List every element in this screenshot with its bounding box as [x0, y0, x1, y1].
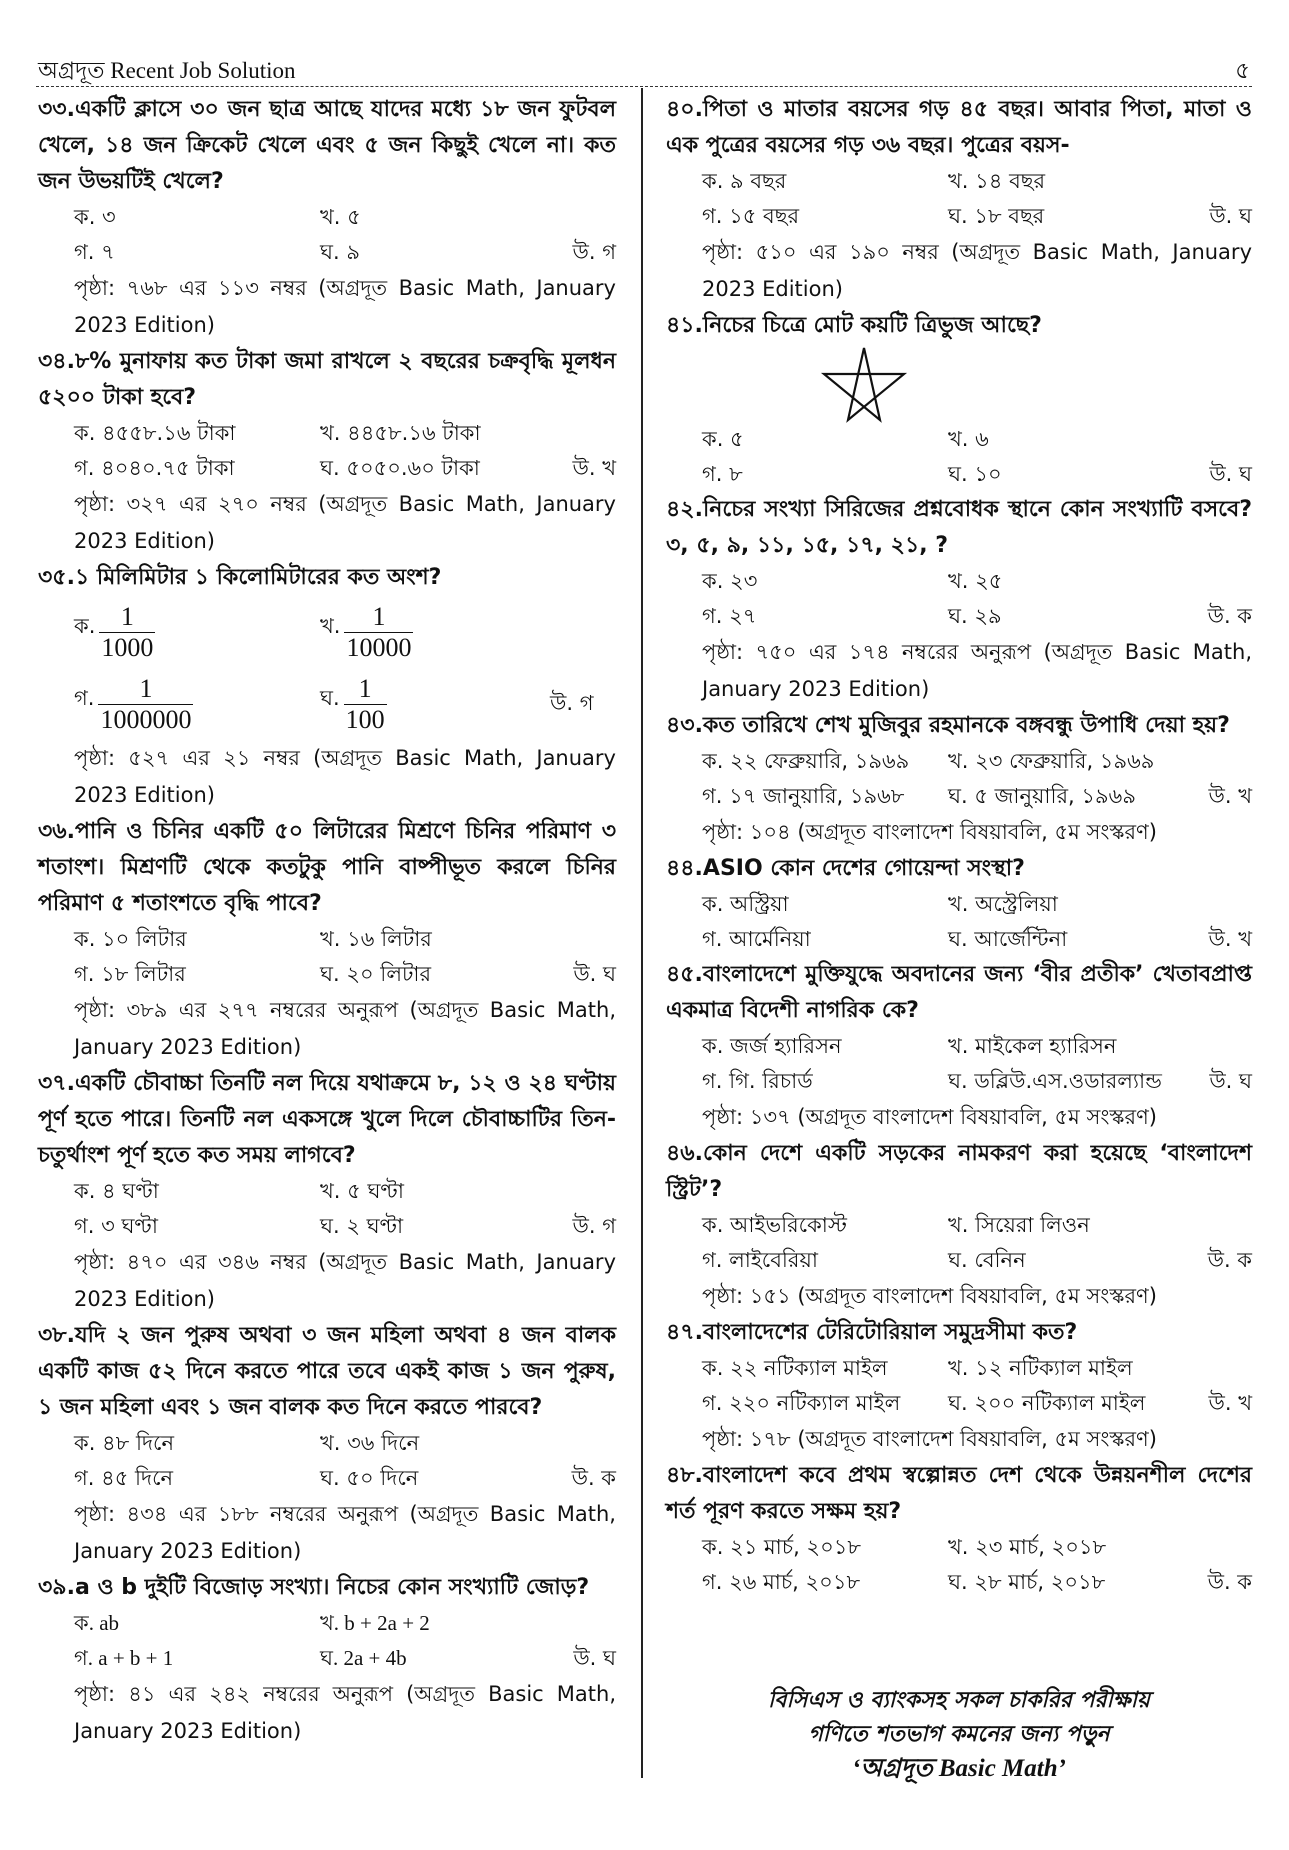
answer-key: উ. ঘ — [1209, 1069, 1252, 1093]
question-text: একটি চৌবাচ্চা তিনটি নল দিয়ে যথাক্রমে ৮, ১২ ও ২৪ ঘণ্টায় পূর্ণ হতে পারে। তিনটি নল একসঙ্গে খুলে দিলে চৌবাচ্চাটির তিন-চতুর্থাংশ পূর্ণ হতে কত সময় লাগবে? — [38, 1071, 616, 1168]
question-text: বাংলাদেশ কবে প্রথম স্বল্পোন্নত দেশ থেকে উন্নয়নশীল দেশের শর্ত পূরণ করতে সক্ষম হয়? — [666, 1463, 1252, 1524]
question-body — [38, 1174, 616, 1318]
fraction-options-row — [74, 668, 616, 740]
option: খ. অস্ট্রেলিয়া — [948, 892, 1058, 916]
question-text: একটি ক্লাসে ৩০ জন ছাত্র আছে যাদের মধ্যে ১৮ জন ফুটবল খেলে, ১৪ জন ক্রিকেট খেলে এবং ৫ জন কিছুই খেলে না। কত জন উভয়টিই খেলে? — [38, 97, 616, 194]
option: ক. অস্ট্রিয়া — [702, 892, 789, 916]
question-body — [666, 1029, 1252, 1136]
numerator: 1 — [120, 601, 134, 631]
question-text: নিচের চিত্রে মোট কয়টি ত্রিভুজ আছে? — [702, 313, 1042, 338]
answer-key: উ. গ — [550, 690, 594, 715]
question-body — [38, 1426, 616, 1570]
question-stem — [666, 492, 1252, 564]
option: খ. ৪৪৫৮.১৬ টাকা — [320, 421, 481, 445]
options-grid — [702, 164, 1252, 234]
option: ক. ৪৮ দিনে — [74, 1431, 174, 1455]
option: খ. ১৪ বছর — [948, 169, 1046, 193]
option: খ. ৩৬ দিনে — [320, 1431, 420, 1455]
option: খ. ১২ নটিক্যাল মাইল — [948, 1356, 1133, 1380]
options-grid — [74, 1606, 616, 1676]
spacer — [1178, 564, 1252, 599]
option: খ. সিয়েরা লিওন — [948, 1213, 1090, 1237]
option: গ. ১৫ বছর — [702, 204, 800, 228]
question-text: ASIO কোন দেশের গোয়েন্দা সংস্থা? — [702, 856, 1025, 881]
option: ঘ. ৫ জানুয়ারি, ১৯৬৯ — [948, 784, 1136, 808]
source-reference: পৃষ্ঠা: ১৭৮ (অগ্রদূত বাংলাদেশ বিষয়াবলি, ৫ম সংস্করণ) — [702, 1427, 1157, 1451]
question-body — [38, 596, 616, 814]
column-divider — [641, 88, 643, 1778]
question-item — [666, 492, 1252, 708]
source-reference: পৃষ্ঠা: ৭৬৮ এর ১১৩ নম্বর (অগ্রদূত Basic Math, January 2023 Edition) — [74, 276, 616, 337]
option — [320, 602, 550, 663]
question-item — [666, 1315, 1252, 1458]
promo-line-3: ‘অগ্রদূত Basic Math’ — [852, 1755, 1066, 1782]
options-grid — [702, 1029, 1252, 1099]
source-reference: পৃষ্ঠা: ১০৪ (অগ্রদূত বাংলাদেশ বিষয়াবলি, ৫ম সংস্করণ) — [702, 820, 1157, 844]
question-stem — [38, 814, 616, 922]
question-item — [38, 560, 616, 814]
question-body — [666, 1208, 1252, 1315]
question-stem — [38, 1570, 616, 1606]
right-column — [666, 92, 1252, 1600]
options-grid — [74, 1426, 616, 1496]
option: খ. b + 2a + 2 — [320, 1611, 430, 1635]
option: ঘ. ২০ লিটার — [320, 962, 432, 986]
spacer — [550, 922, 616, 957]
options-grid — [702, 422, 1252, 492]
question-item — [666, 708, 1252, 851]
question-stem — [666, 308, 1252, 344]
option: গ. ২৭ — [702, 604, 757, 628]
answer-key: উ. ক — [1207, 1570, 1252, 1594]
option-label: ঘ. — [320, 685, 340, 710]
source-reference: পৃষ্ঠা: ৪৭০ এর ৩৪৬ নম্বর (অগ্রদূত Basic Math, January 2023 Edition) — [74, 1250, 616, 1311]
option: গ. ৮ — [702, 462, 743, 486]
fraction — [344, 602, 413, 663]
options-grid — [74, 1174, 616, 1244]
option: গ. ৭ — [74, 240, 115, 264]
question-item — [38, 814, 616, 1066]
question-item — [666, 92, 1252, 308]
question-stem — [666, 1458, 1252, 1530]
question-text: বাংলাদেশে মুক্তিযুদ্ধে অবদানের জন্য ‘বীর প্রতীক’ খেতাবপ্রাপ্ত একমাত্র বিদেশী নাগরিক কে? — [666, 962, 1252, 1023]
question-item — [666, 1458, 1252, 1600]
question-item — [38, 1570, 616, 1750]
question-number: ৩৭. — [38, 1071, 75, 1096]
option: ক. ৪ ঘণ্টা — [74, 1179, 159, 1203]
numerator: 1 — [139, 673, 153, 703]
numerator: 1 — [358, 673, 372, 703]
question-number: ৪০. — [666, 97, 703, 122]
option: ঘ. ১০ — [948, 462, 1002, 486]
question-item — [666, 957, 1252, 1136]
option: ক. আইভরিকোস্ট — [702, 1213, 847, 1237]
question-body — [666, 1530, 1252, 1600]
question-number: ৩৫. — [38, 565, 75, 590]
question-body — [666, 744, 1252, 851]
option: ঘ. 2a + 4b — [320, 1646, 407, 1670]
option: গ. ১৭ জানুয়ারি, ১৯৬৮ — [702, 784, 905, 808]
option: ক. ৪৫৫৮.১৬ টাকা — [74, 421, 236, 445]
option — [320, 674, 550, 735]
question-stem — [38, 92, 616, 200]
question-stem — [38, 1318, 616, 1426]
question-number: ৪৬. — [666, 1141, 703, 1166]
option: গ. ৩ ঘণ্টা — [74, 1214, 158, 1238]
option: খ. ২৩ ফেব্রুয়ারি, ১৯৬৯ — [948, 749, 1155, 773]
option: গ. ১৮ লিটার — [74, 962, 186, 986]
question-body — [666, 344, 1252, 492]
question-text: ১ মিলিমিটার ১ কিলোমিটারের কত অংশ? — [74, 565, 442, 590]
question-item — [38, 344, 616, 560]
question-item — [666, 1136, 1252, 1315]
option: ঘ. আর্জেন্টিনা — [948, 927, 1068, 951]
question-body — [38, 200, 616, 344]
question-stem — [666, 957, 1252, 1029]
question-item — [38, 92, 616, 344]
header-divider — [36, 86, 1252, 87]
options-grid — [702, 1351, 1252, 1421]
source-reference: পৃষ্ঠা: ৫২৭ এর ২১ নম্বর (অগ্রদূত Basic Math, January 2023 Edition) — [74, 746, 616, 807]
question-stem — [666, 92, 1252, 164]
option: ঘ. ২০০ নটিক্যাল মাইল — [948, 1391, 1146, 1415]
option: গ. a + b + 1 — [74, 1646, 174, 1670]
left-column — [38, 92, 616, 1750]
fraction — [344, 674, 387, 735]
option: ঘ. ৫০৫০.৬০ টাকা — [320, 456, 480, 480]
promo-line-2: গণিতে শতভাগ কমনের জন্য পড়ুন — [808, 1722, 1110, 1747]
question-stem — [666, 1136, 1252, 1208]
option: খ. ১৬ লিটার — [320, 927, 432, 951]
question-body — [666, 564, 1252, 708]
spacer — [1178, 1208, 1252, 1243]
option: খ. ২৩ মার্চ, ২০১৮ — [948, 1535, 1107, 1559]
options-grid — [702, 564, 1252, 634]
question-stem — [666, 851, 1252, 887]
fraction-options-row — [74, 596, 616, 668]
option: ঘ. ২ ঘণ্টা — [320, 1214, 404, 1238]
option: ক. ২২ ফেব্রুয়ারি, ১৯৬৯ — [702, 749, 910, 773]
question-stem — [38, 560, 616, 596]
options-grid — [702, 1530, 1252, 1600]
answer-key: উ. ক — [571, 1466, 616, 1490]
answer-key: উ. খ — [1208, 927, 1252, 951]
fraction — [98, 674, 193, 735]
page-number: ৫ — [1235, 58, 1250, 84]
option: গ. লাইবেরিয়া — [702, 1248, 818, 1272]
question-body — [38, 1606, 616, 1750]
question-text: কোন দেশে একটি সড়কের নামকরণ করা হয়েছে ‘বাংলাদেশ স্ট্রিট’? — [666, 1141, 1252, 1202]
option: গ. ২২০ নটিক্যাল মাইল — [702, 1391, 901, 1415]
question-number: ৪১. — [666, 313, 703, 338]
header-title: অগ্রদূত Recent Job Solution — [38, 58, 296, 83]
answer-key: উ. ঘ — [1209, 204, 1252, 228]
option: গ. ২৬ মার্চ, ২০১৮ — [702, 1570, 861, 1594]
answer-key: উ. গ — [572, 240, 616, 264]
option: ক. ৯ বছর — [702, 169, 787, 193]
promo-line-1: বিসিএস ও ব্যাংকসহ সকল চাকরির পরীক্ষায় — [767, 1688, 1151, 1713]
answer-key: উ. খ — [1208, 1391, 1252, 1415]
options-grid — [74, 200, 616, 270]
question-number: ৩৮. — [38, 1323, 75, 1348]
question-stem — [38, 344, 616, 416]
question-number: ৩৬. — [38, 819, 75, 844]
options-grid — [702, 887, 1252, 957]
spacer — [1178, 164, 1252, 199]
denominator: 100 — [345, 704, 385, 734]
question-stem — [38, 1066, 616, 1174]
question-body — [38, 922, 616, 1066]
question-number: ৪৫. — [666, 962, 703, 987]
answer-key: উ. ক — [1207, 604, 1252, 628]
source-reference: পৃষ্ঠা: ৪৩৪ এর ১৮৮ নম্বরের অনুরূপ (অগ্রদূত Basic Math, January 2023 Edition) — [74, 1502, 616, 1563]
denominator: 10000 — [346, 632, 412, 662]
question-number: ৪৩. — [666, 713, 703, 738]
options-grid — [702, 1208, 1252, 1278]
option: ক. ৩ — [74, 205, 116, 229]
spacer — [550, 200, 616, 235]
options-grid — [74, 416, 616, 486]
answer-key: উ. খ — [572, 456, 616, 480]
source-reference: পৃষ্ঠা: ৩২৭ এর ২৭০ নম্বর (অগ্রদূত Basic Math, January 2023 Edition) — [74, 492, 616, 553]
question-number: ৩৩. — [38, 97, 75, 122]
option: ক. ২১ মার্চ, ২০১৮ — [702, 1535, 861, 1559]
denominator: 1000000 — [100, 704, 192, 734]
answer-key: উ. ঘ — [573, 962, 616, 986]
option-label: গ. — [74, 685, 95, 710]
question-body — [38, 416, 616, 560]
option: গ. ৪৫ দিনে — [74, 1466, 174, 1490]
page-header — [38, 52, 1250, 84]
source-reference: পৃষ্ঠা: ১৩৭ (অগ্রদূত বাংলাদেশ বিষয়াবলি, ৫ম সংস্করণ) — [702, 1105, 1157, 1129]
question-number: ৩৯. — [38, 1575, 75, 1600]
question-stem — [666, 708, 1252, 744]
spacer — [1178, 1029, 1252, 1064]
answer-key: উ. গ — [572, 1214, 616, 1238]
option: ক. ab — [74, 1611, 120, 1635]
option: ঘ. বেনিন — [948, 1248, 1026, 1272]
question-body — [666, 887, 1252, 957]
option-label: ক. — [74, 613, 96, 638]
option — [74, 602, 320, 663]
answer-key: উ. খ — [1208, 784, 1252, 808]
options-grid — [702, 744, 1252, 814]
option: ক. ১০ লিটার — [74, 927, 187, 951]
question-stem — [666, 1315, 1252, 1351]
question-item — [38, 1318, 616, 1570]
source-reference: পৃষ্ঠা: ৭৫০ এর ১৭৪ নম্বরের অনুরূপ (অগ্রদূত Basic Math, January 2023 Edition) — [702, 640, 1252, 701]
question-text: a ও b দুইটি বিজোড় সংখ্যা। নিচের কোন সংখ্যাটি জোড়? — [74, 1575, 590, 1600]
option: ঘ. ২৮ মার্চ, ২০১৮ — [948, 1570, 1106, 1594]
option: ঘ. ২৯ — [948, 604, 1002, 628]
option: খ. ২৫ — [948, 569, 1003, 593]
spacer — [1178, 422, 1252, 457]
option: ক. ২২ নটিক্যাল মাইল — [702, 1356, 888, 1380]
option-label: খ. — [320, 613, 341, 638]
question-number: ৪২. — [666, 497, 703, 522]
answer-key: উ. ক — [1207, 1248, 1252, 1272]
promo-footer — [666, 1684, 1252, 1786]
spacer — [550, 416, 616, 451]
answer-key: উ. ঘ — [1209, 462, 1252, 486]
spacer — [1178, 744, 1252, 779]
options-grid — [74, 922, 616, 992]
question-body — [666, 164, 1252, 308]
question-number: ৪৮. — [666, 1463, 703, 1488]
option: খ. ৬ — [948, 427, 989, 451]
figure — [702, 344, 1252, 422]
question-number: ৪৪. — [666, 856, 703, 881]
option: ক. ২৩ — [702, 569, 758, 593]
spacer — [550, 1606, 616, 1641]
denominator: 1000 — [101, 632, 154, 662]
option: গ. আর্মেনিয়া — [702, 927, 811, 951]
option: ক. জর্জ হ্যারিসন — [702, 1034, 842, 1058]
numerator: 1 — [372, 601, 386, 631]
fraction — [99, 602, 155, 663]
question-item — [666, 308, 1252, 492]
option: খ. ৫ ঘণ্টা — [320, 1179, 404, 1203]
source-reference: পৃষ্ঠা: ১৫১ (অগ্রদূত বাংলাদেশ বিষয়াবলি, ৫ম সংস্করণ) — [702, 1284, 1157, 1308]
question-item — [666, 851, 1252, 957]
answer-key: উ. ঘ — [573, 1646, 616, 1670]
option — [74, 674, 320, 735]
option: ঘ. ৯ — [320, 240, 360, 264]
source-reference: পৃষ্ঠা: ৫১০ এর ১৯০ নম্বর (অগ্রদূত Basic Math, January 2023 Edition) — [702, 240, 1252, 301]
question-text: কত তারিখে শেখ মুজিবুর রহমানকে বঙ্গবন্ধু উপাধি দেয়া হয়? — [702, 713, 1230, 738]
spacer — [1178, 887, 1252, 922]
option: ঘ. ১৮ বছর — [948, 204, 1045, 228]
spacer — [550, 1426, 616, 1461]
option: গ. গি. রিচার্ড — [702, 1069, 813, 1093]
star-figure — [816, 344, 912, 424]
question-text: ৮% মুনাফায় কত টাকা জমা রাখলে ২ বছরের চক্রবৃদ্ধি মূলধন ৫২০০ টাকা হবে? — [38, 349, 616, 410]
question-text: বাংলাদেশের টেরিটোরিয়াল সমুদ্রসীমা কত? — [702, 1320, 1078, 1345]
option: খ. ৫ — [320, 205, 361, 229]
source-reference: পৃষ্ঠা: ৪১ এর ২৪২ নম্বরের অনুরূপ (অগ্রদূত Basic Math, January 2023 Edition) — [74, 1682, 616, 1743]
question-body — [666, 1351, 1252, 1458]
question-text: নিচের সংখ্যা সিরিজের প্রশ্নবোধক স্থানে কোন সংখ্যাটি বসবে? ৩, ৫, ৯, ১১, ১৫, ১৭, ২১, ? — [666, 497, 1252, 558]
question-text: যদি ২ জন পুরুষ অথবা ৩ জন মহিলা অথবা ৪ জন বালক একটি কাজ ৫২ দিনে করতে পারে তবে একই কাজ ১ জন পুরুষ, ১ জন মহিলা এবং ১ জন বালক কত দিনে করতে পারবে? — [38, 1323, 616, 1420]
source-reference: পৃষ্ঠা: ৩৮৯ এর ২৭৭ নম্বরের অনুরূপ (অগ্রদূত Basic Math, January 2023 Edition) — [74, 998, 616, 1059]
option: ঘ. ডব্লিউ.এস.ওডারল্যান্ড — [948, 1069, 1162, 1093]
question-text: পিতা ও মাতার বয়সের গড় ৪৫ বছর। আবার পিতা, মাতা ও এক পুত্রের বয়সের গড় ৩৬ বছর। পুত্রের বয়স- — [666, 97, 1252, 158]
option: খ. মাইকেল হ্যারিসন — [948, 1034, 1117, 1058]
spacer — [1178, 1530, 1252, 1565]
option: ক. ৫ — [702, 427, 744, 451]
question-item — [38, 1066, 616, 1318]
option: ঘ. ৫০ দিনে — [320, 1466, 419, 1490]
question-text: পানি ও চিনির একটি ৫০ লিটারের মিশ্রণে চিনির পরিমাণ ৩ শতাংশ। মিশ্রণটি থেকে কতটুকু পানি বাষ্পীভূত করলে চিনির পরিমাণ ৫ শতাংশতে বৃদ্ধি পাবে? — [38, 819, 616, 916]
spacer — [1178, 1351, 1252, 1386]
question-number: ৩৪. — [38, 349, 75, 374]
option: গ. ৪০৪০.৭৫ টাকা — [74, 456, 235, 480]
question-number: ৪৭. — [666, 1320, 703, 1345]
spacer — [550, 1174, 616, 1209]
